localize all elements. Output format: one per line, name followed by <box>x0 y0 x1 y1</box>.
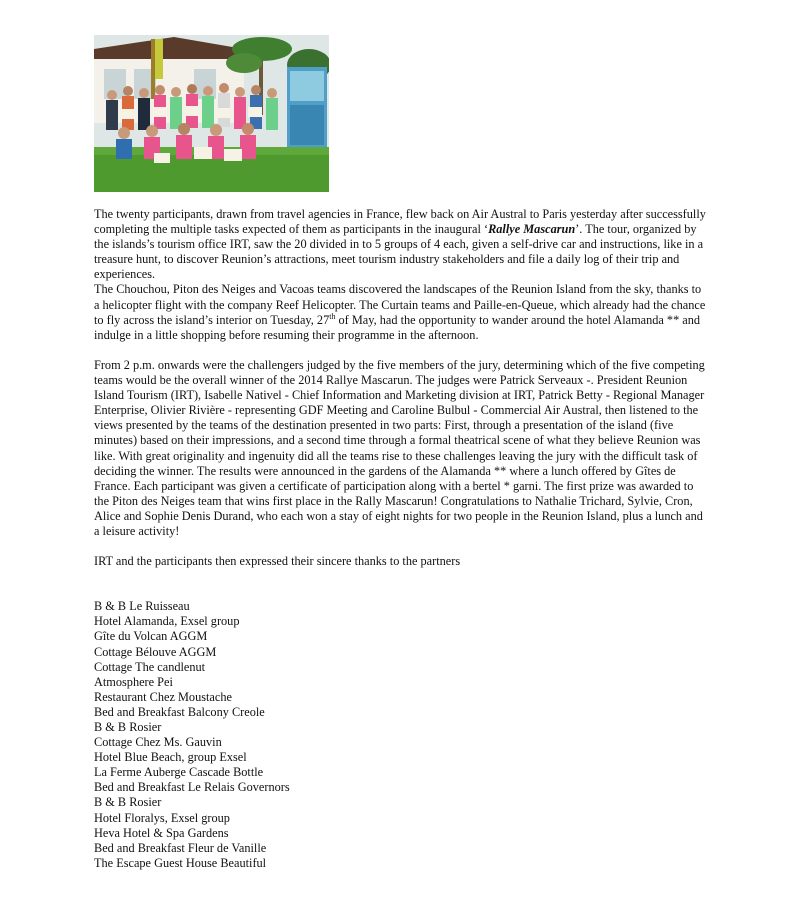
article-body <box>94 207 709 871</box>
partner-item: Hotel Floralys, Exsel group <box>94 810 230 825</box>
partner-item: La Ferme Auberge Cascade Bottle <box>94 765 264 780</box>
partner-item: Atmosphere Pei <box>94 674 173 689</box>
partner-item: Restaurant Chez Moustache <box>94 689 232 704</box>
partner-item: B & B Rosier <box>94 795 162 810</box>
article-paragraph-3: From 2 p.m. onwards were the challengers judged by the five members of the jury, determining which of the five competing teams would be the overall winner of the 2014 Rallye Mascarun. The judges were Patrick Serveaux -. President Reunion Island Tourism (IRT), Isabelle Nativel - Chief Information and Marketing division at IRT, Patrick Betty - Regional Manager Enterprise, Olivier Rivière - representing GDF Meeting and Caroline Bulbul - Commercial Air Austral, then listened to the views presented by the teams of the destination presented in two parts: First, through a presentation of the island (five minutes) based on their impressions, and a second time through a formal theatrical scene of what they believe Reunion was like. With great originality and ingenuity did all the teams rise to these challenges leaving the jury with the difficult task of deciding the winner. The results were announced in the gardens of the Alamanda ** where a lunch offered by Gîtes de France. Each participant was given a certificate of participation along with a bertel * garni. The first prize was awarded to the Piton des Neiges team that wins first place in the Rally Mascarun! Congratulations to Nathalie Trichard, Sylvie, Cron, Alice and Sophie Denis Durand, who each won a stay of eight nights for two people in the Reunion Island, plus a lunch and a leisure activity! <box>94 357 705 538</box>
article-paragraph-4: IRT and the participants then expressed their sincere thanks to the partners <box>94 554 461 569</box>
partner-item: Hotel Blue Beach, group Exsel <box>94 750 247 765</box>
partner-item: B & B Le Ruisseau <box>94 599 190 614</box>
partner-item: Cottage Chez Ms. Gauvin <box>94 735 222 750</box>
partner-item: Gîte du Volcan AGGM <box>94 629 208 644</box>
paragraph-2-text-start: The Chouchou, Piton des Neiges and Vacoas teams discovered the landscapes of the Reunion Island from the sky, thanks to a helicopter flight with the company Reef Helicopter. The Curtain teams and Paille-en-Queue, which already had the chance to fly across the island’s interior on Tuesday, 27 <box>94 282 706 327</box>
paragraph-1-text-end: ’. The tour, organized by the islands’s tourism office IRT, saw the 20 divided in to 5 groups of 4 each, given a self-drive car and instructions, like in a treasure hunt, to discover Reunion’s attractions, meet tourism industry stakeholders and file a daily log of their trip and experiences. <box>94 222 704 282</box>
partner-item: Hotel Alamanda, Exsel group <box>94 614 240 629</box>
partner-item: The Escape Guest House Beautiful <box>94 855 267 870</box>
partner-item: Heva Hotel & Spa Gardens <box>94 825 229 840</box>
paragraph-1-text-start: The twenty participants, drawn from travel agencies in France, flew back on Air Austral to Paris yesterday after successfully completing the multiple tasks expected of them as participants in the inaugural ‘ <box>94 207 706 237</box>
partner-item: B & B Rosier <box>94 720 162 734</box>
partners-list <box>94 599 709 871</box>
partner-item: Cottage The candlenut <box>94 659 206 674</box>
group-photo <box>94 35 329 192</box>
partner-item: Cottage Bélouve AGGM <box>94 644 217 659</box>
partner-item: Bed and Breakfast Le Relais Governors <box>94 780 290 795</box>
partner-item: Bed and Breakfast Fleur de Vanille <box>94 840 267 855</box>
paragraph-2-text-end: of May, had the opportunity to wander around the hotel Alamanda ** and indulge in a little shopping before resuming their programme in the afternoon. <box>94 312 701 342</box>
article-paragraph-2 <box>94 282 709 342</box>
date-ordinal-suffix: th <box>329 311 336 321</box>
partner-item: Bed and Breakfast Balcony Creole <box>94 704 265 719</box>
rallye-title-emphasis: Rallye Mascarun <box>488 222 576 237</box>
article-paragraph-1 <box>94 207 709 282</box>
